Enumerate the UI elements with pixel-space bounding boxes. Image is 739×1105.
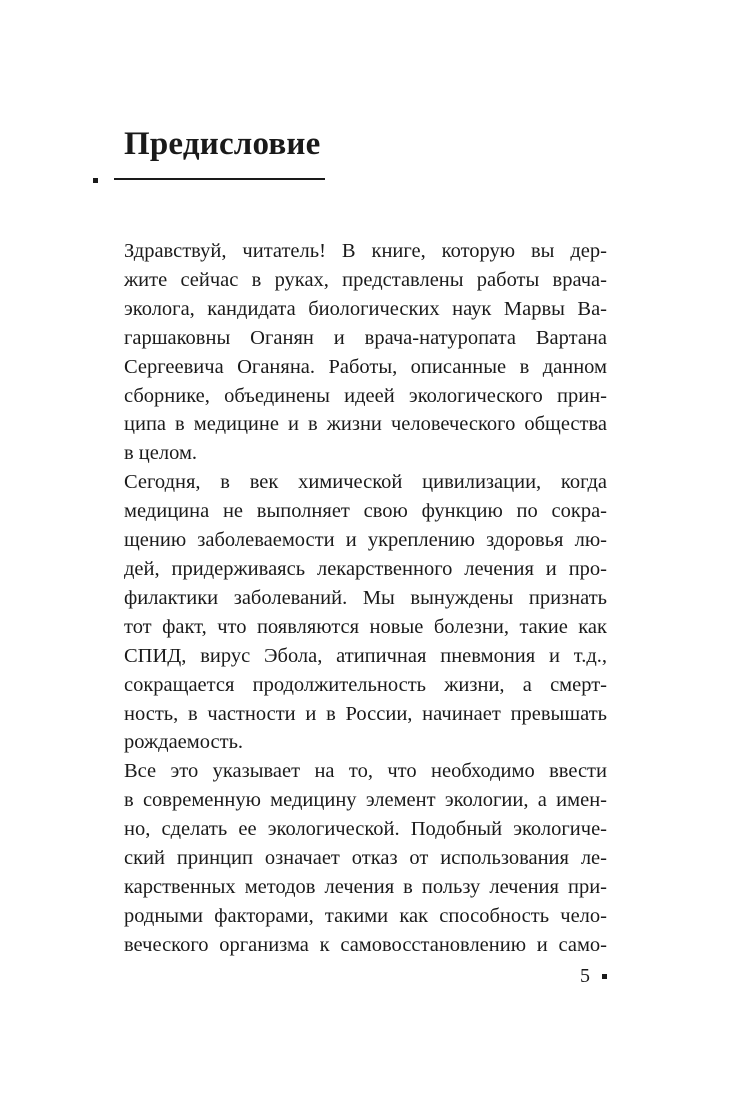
text-line: ность, в частности и в России, начинает превышать bbox=[124, 702, 607, 725]
text-line: Сегодня, в век химической цивилизации, когда bbox=[124, 471, 607, 494]
footer-bullet-mark bbox=[602, 974, 607, 979]
text-line: сборнике, объединены идеей экологического прин- bbox=[124, 384, 607, 407]
text-line: в современную медицину элемент экологии, а имен- bbox=[124, 789, 607, 812]
text-line: медицина не выполняет свою функцию по сокра- bbox=[124, 500, 607, 523]
text-line: дей, придерживаясь лекарственного лечения и про- bbox=[124, 557, 607, 580]
text-line: ципа в медицине и в жизни человеческого общества bbox=[124, 413, 607, 436]
text-line: в целом. bbox=[124, 442, 198, 465]
title-bullet-mark bbox=[93, 178, 98, 183]
text-line: веческого организма к самовосстановлению и само- bbox=[124, 933, 607, 956]
text-line: тот факт, что появляются новые болезни, такие как bbox=[124, 615, 607, 638]
chapter-title: Предисловие bbox=[124, 126, 321, 162]
text-line: жите сейчас в руках, представлены работы врача- bbox=[124, 268, 607, 291]
text-line: Сергеевича Оганяна. Работы, описанные в данном bbox=[124, 355, 607, 378]
text-line: родными факторами, такими как способность чело- bbox=[124, 904, 607, 927]
body-text bbox=[95, 237, 607, 960]
text-line: карственных методов лечения в пользу лечения при- bbox=[124, 875, 607, 898]
text-line: Все это указывает на то, что необходимо ввести bbox=[124, 760, 607, 783]
text-line: рождаемость. bbox=[124, 731, 244, 754]
text-line: эколога, кандидата биологических наук Марвы Ва- bbox=[124, 297, 607, 320]
text-line: но, сделать ее экологической. Подобный экологиче- bbox=[124, 818, 607, 841]
paragraph bbox=[95, 468, 607, 757]
text-line: Здравствуй, читатель! В книге, которую вы дер- bbox=[124, 240, 607, 262]
text-line: ский принцип означает отказ от использования ле- bbox=[124, 847, 607, 870]
title-underline-rule bbox=[114, 178, 325, 180]
text-line: филактики заболеваний. Мы вынуждены признать bbox=[124, 586, 607, 609]
text-line: гаршаковны Оганян и врача-натуропата Вартана bbox=[124, 326, 607, 349]
paragraph bbox=[95, 757, 607, 959]
text-line: СПИД, вирус Эбола, атипичная пневмония и т.д., bbox=[124, 644, 607, 667]
text-line: щению заболеваемости и укреплению здоровья лю- bbox=[124, 529, 607, 552]
page-number: 5 bbox=[580, 965, 590, 987]
paragraph bbox=[95, 237, 607, 468]
text-line: сокращается продолжительность жизни, а смерт- bbox=[124, 673, 607, 696]
